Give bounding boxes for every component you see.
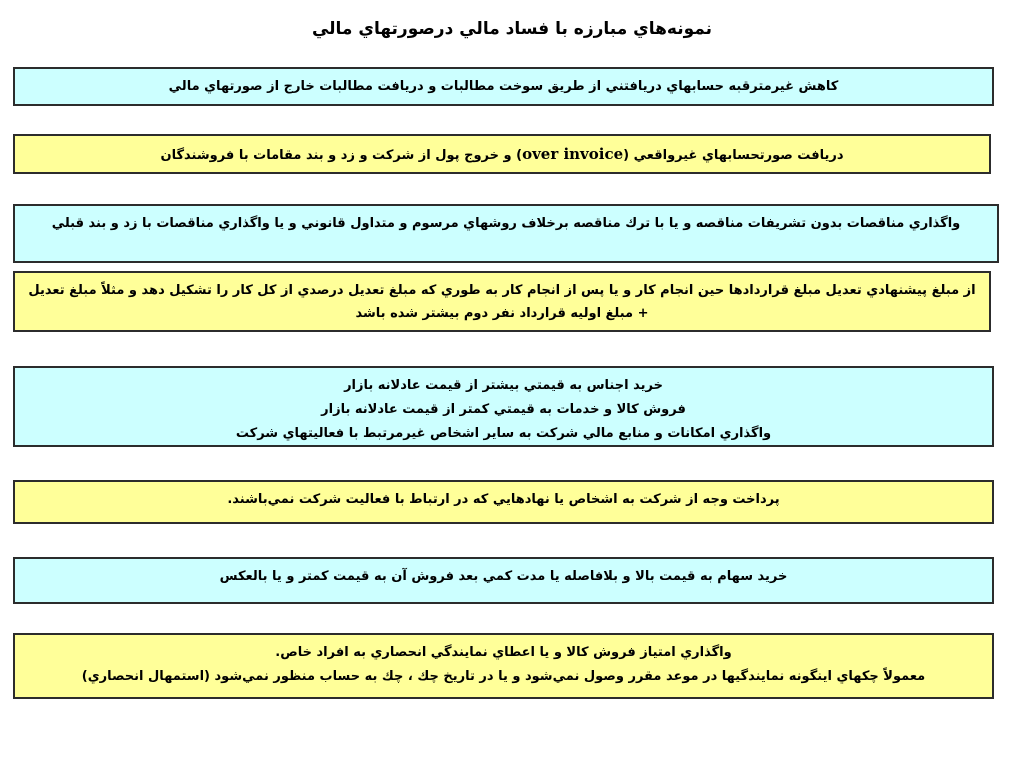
item-box-7 bbox=[13, 557, 994, 604]
page-title: نمونه‌هاي مبارزه با فساد مالي درصورتهاي مالي bbox=[311, 19, 713, 39]
item-text: معمولاً چكهاي اينگونه نمايندگيها در موعد مقرر وصول نمي‌شود و يا در تاريخ چك ، چك به حساب منظور نمي‌شود (استمهال انحصاري) bbox=[81, 669, 926, 684]
item-box-3 bbox=[13, 204, 999, 263]
item-text-latin: over invoice bbox=[522, 145, 624, 163]
item-text bbox=[25, 142, 979, 168]
item-text-before: دريافت صورتحسابهاي غيرواقعي ( bbox=[623, 148, 844, 163]
item-text: فروش كالا و خدمات به قيمتي كمتر از قيمت عادلانه بازار bbox=[321, 402, 686, 417]
item-text-after: ) و خروج پول از شركت و زد و بند مقامات با فروشندگان bbox=[160, 148, 523, 163]
item-text: واگذاري امتياز فروش كالا و يا اعطاي نمايندگي انحصاري به افراد خاص. bbox=[275, 645, 732, 660]
item-text: واگذاري امكانات و منابع مالي شركت به ساير اشخاص غيرمرتبط با فعاليتهاي شركت bbox=[235, 426, 772, 441]
item-text: واگذاري مناقصات بدون تشريفات مناقصه و يا با ترك مناقصه برخلاف روشهاي مرسوم و متداول قانوني و يا واگذاري مناقصات با زد و بند قبلي bbox=[51, 216, 961, 231]
item-box-6 bbox=[13, 480, 994, 524]
item-box-2 bbox=[13, 134, 991, 174]
item-text: خريد اجناس به قيمتي بيشتر از قيمت عادلانه بازار bbox=[344, 378, 663, 393]
item-text: خريد سهام به قيمت بالا و بلافاصله يا مدت كمي بعد فروش آن به قيمت كمتر و يا بالعكس bbox=[219, 569, 788, 584]
item-text: كاهش غيرمترقبه حسابهاي دريافتني از طريق سوخت مطالبات و دريافت مطالبات خارج از صورتهاي مالي bbox=[168, 79, 839, 94]
item-box-8 bbox=[13, 633, 994, 699]
item-box-4 bbox=[13, 271, 991, 332]
item-box-1 bbox=[13, 67, 994, 106]
item-box-5 bbox=[13, 366, 994, 447]
item-text: پرداخت وجه از شركت به اشخاص يا نهادهايي كه در ارتباط با فعاليت شركت نمي‌باشند. bbox=[227, 492, 780, 507]
item-text: از مبلغ پيشنهادي تعديل مبلغ قراردادها حين انجام كار و يا پس از انجام كار به طوري كه مبلغ تعديل درصدي از كل كار را تشكيل دهد و مثلاً مبلغ تعديل + مبلغ اوليه قرارداد نفر دوم بيشتر شده باشد bbox=[28, 283, 976, 321]
